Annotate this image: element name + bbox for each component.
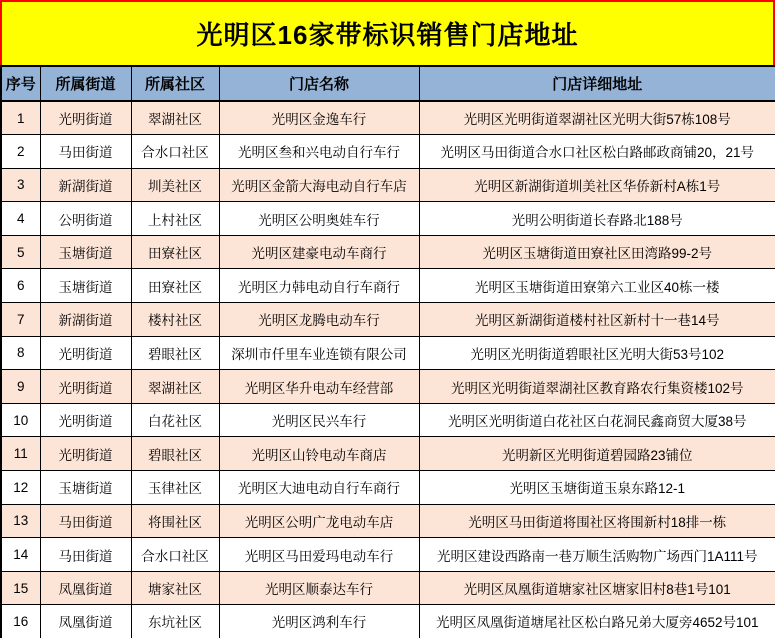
- table-row: [1, 336, 775, 370]
- cell-serial: 1: [1, 101, 40, 135]
- cell-serial: 6: [1, 269, 40, 303]
- cell-store-address: 光明区玉塘街道田寮第六工业区40栋一楼: [419, 269, 775, 303]
- cell-community: 玉律社区: [131, 471, 219, 505]
- table-row: [1, 370, 775, 404]
- cell-store-name: 光明区大迪电动自行车商行: [219, 471, 419, 505]
- cell-store-name: 光明区公明奥娃车行: [219, 202, 419, 236]
- table-row: [1, 403, 775, 437]
- cell-street: 马田街道: [40, 135, 131, 169]
- cell-store-name: 光明区马田爱玛电动车行: [219, 538, 419, 572]
- cell-store-name: 光明区龙腾电动车行: [219, 303, 419, 337]
- cell-store-name: 光明区金箭大海电动自行车店: [219, 168, 419, 202]
- cell-serial: 10: [1, 403, 40, 437]
- table-row: [1, 571, 775, 605]
- cell-store-address: 光明区光明街道翠湖社区教育路农行集资楼102号: [419, 370, 775, 404]
- table-row: [1, 135, 775, 169]
- cell-street: 光明街道: [40, 437, 131, 471]
- cell-store-address: 光明区建设西路南一巷万顺生活购物广场西门1A111号: [419, 538, 775, 572]
- table-row: [1, 605, 775, 638]
- cell-store-name: 光明区金逸车行: [219, 101, 419, 135]
- cell-street: 玉塘街道: [40, 269, 131, 303]
- cell-store-address: 光明区玉塘街道玉泉东路12-1: [419, 471, 775, 505]
- cell-community: 楼村社区: [131, 303, 219, 337]
- table-row: [1, 538, 775, 572]
- table-row: [1, 303, 775, 337]
- cell-serial: 7: [1, 303, 40, 337]
- header-row: [1, 66, 775, 101]
- cell-store-address: 光明区光明街道白花社区白花洞民鑫商贸大厦38号: [419, 403, 775, 437]
- table-row: [1, 202, 775, 236]
- cell-street: 光明街道: [40, 370, 131, 404]
- cell-street: 公明街道: [40, 202, 131, 236]
- cell-serial: 8: [1, 336, 40, 370]
- page-title: 光明区16家带标识销售门店地址: [0, 0, 775, 65]
- column-header-serial: 序号: [1, 66, 40, 101]
- column-header-store-address: 门店详细地址: [419, 66, 775, 101]
- column-header-community: 所属社区: [131, 66, 219, 101]
- cell-store-name: 光明区鸿利车行: [219, 605, 419, 638]
- cell-street: 玉塘街道: [40, 471, 131, 505]
- cell-store-address: 光明公明街道长春路北188号: [419, 202, 775, 236]
- cell-store-address: 光明区玉塘街道田寮社区田湾路99-2号: [419, 235, 775, 269]
- cell-street: 新湖街道: [40, 303, 131, 337]
- cell-serial: 13: [1, 504, 40, 538]
- cell-serial: 14: [1, 538, 40, 572]
- cell-serial: 11: [1, 437, 40, 471]
- cell-street: 马田街道: [40, 538, 131, 572]
- cell-serial: 4: [1, 202, 40, 236]
- cell-community: 翠湖社区: [131, 370, 219, 404]
- cell-community: 合水口社区: [131, 135, 219, 169]
- column-header-store-name: 门店名称: [219, 66, 419, 101]
- cell-serial: 9: [1, 370, 40, 404]
- table-row: [1, 504, 775, 538]
- cell-community: 合水口社区: [131, 538, 219, 572]
- cell-street: 光明街道: [40, 101, 131, 135]
- cell-store-name: 深圳市仟里车业连锁有限公司: [219, 336, 419, 370]
- cell-store-name: 光明区民兴车行: [219, 403, 419, 437]
- cell-store-address: 光明区光明街道碧眼社区光明大街53号102: [419, 336, 775, 370]
- cell-store-address: 光明区马田街道将围社区将围新村18排一栋: [419, 504, 775, 538]
- cell-serial: 3: [1, 168, 40, 202]
- table-row: [1, 471, 775, 505]
- table-header: [1, 66, 775, 101]
- cell-street: 凤凰街道: [40, 571, 131, 605]
- cell-community: 白花社区: [131, 403, 219, 437]
- cell-street: 光明街道: [40, 336, 131, 370]
- cell-store-name: 光明区力韩电动自行车商行: [219, 269, 419, 303]
- cell-serial: 12: [1, 471, 40, 505]
- cell-store-name: 光明区华升电动车经营部: [219, 370, 419, 404]
- cell-community: 东坑社区: [131, 605, 219, 638]
- cell-street: 光明街道: [40, 403, 131, 437]
- table-row: [1, 269, 775, 303]
- cell-store-address: 光明区凤凰街道塘尾社区松白路兄弟大厦旁4652号101: [419, 605, 775, 638]
- cell-store-name: 光明区公明广龙电动车店: [219, 504, 419, 538]
- cell-store-address: 光明新区光明街道碧园路23铺位: [419, 437, 775, 471]
- table-row: [1, 101, 775, 135]
- cell-community: 碧眼社区: [131, 437, 219, 471]
- cell-street: 新湖街道: [40, 168, 131, 202]
- cell-store-name: 光明区叁和兴电动自行车行: [219, 135, 419, 169]
- cell-serial: 5: [1, 235, 40, 269]
- cell-street: 凤凰街道: [40, 605, 131, 638]
- cell-serial: 2: [1, 135, 40, 169]
- cell-street: 马田街道: [40, 504, 131, 538]
- cell-store-name: 光明区山铃电动车商店: [219, 437, 419, 471]
- cell-community: 翠湖社区: [131, 101, 219, 135]
- cell-serial: 16: [1, 605, 40, 638]
- cell-community: 上村社区: [131, 202, 219, 236]
- table-row: [1, 168, 775, 202]
- table-row: [1, 235, 775, 269]
- column-header-street: 所属街道: [40, 66, 131, 101]
- cell-community: 田寮社区: [131, 269, 219, 303]
- cell-store-address: 光明区新湖街道圳美社区华侨新村A栋1号: [419, 168, 775, 202]
- cell-community: 将围社区: [131, 504, 219, 538]
- cell-store-address: 光明区光明街道翠湖社区光明大街57栋108号: [419, 101, 775, 135]
- cell-community: 塘家社区: [131, 571, 219, 605]
- table-row: [1, 437, 775, 471]
- cell-community: 田寮社区: [131, 235, 219, 269]
- cell-store-name: 光明区顺泰达车行: [219, 571, 419, 605]
- cell-serial: 15: [1, 571, 40, 605]
- cell-store-address: 光明区马田街道合水口社区松白路邮政商铺20，21号: [419, 135, 775, 169]
- cell-store-address: 光明区新湖街道楼村社区新村十一巷14号: [419, 303, 775, 337]
- cell-community: 碧眼社区: [131, 336, 219, 370]
- table-body: [1, 101, 775, 638]
- cell-community: 圳美社区: [131, 168, 219, 202]
- cell-store-name: 光明区建豪电动车商行: [219, 235, 419, 269]
- cell-street: 玉塘街道: [40, 235, 131, 269]
- store-address-table: [0, 65, 775, 638]
- cell-store-address: 光明区凤凰街道塘家社区塘家旧村8巷1号101: [419, 571, 775, 605]
